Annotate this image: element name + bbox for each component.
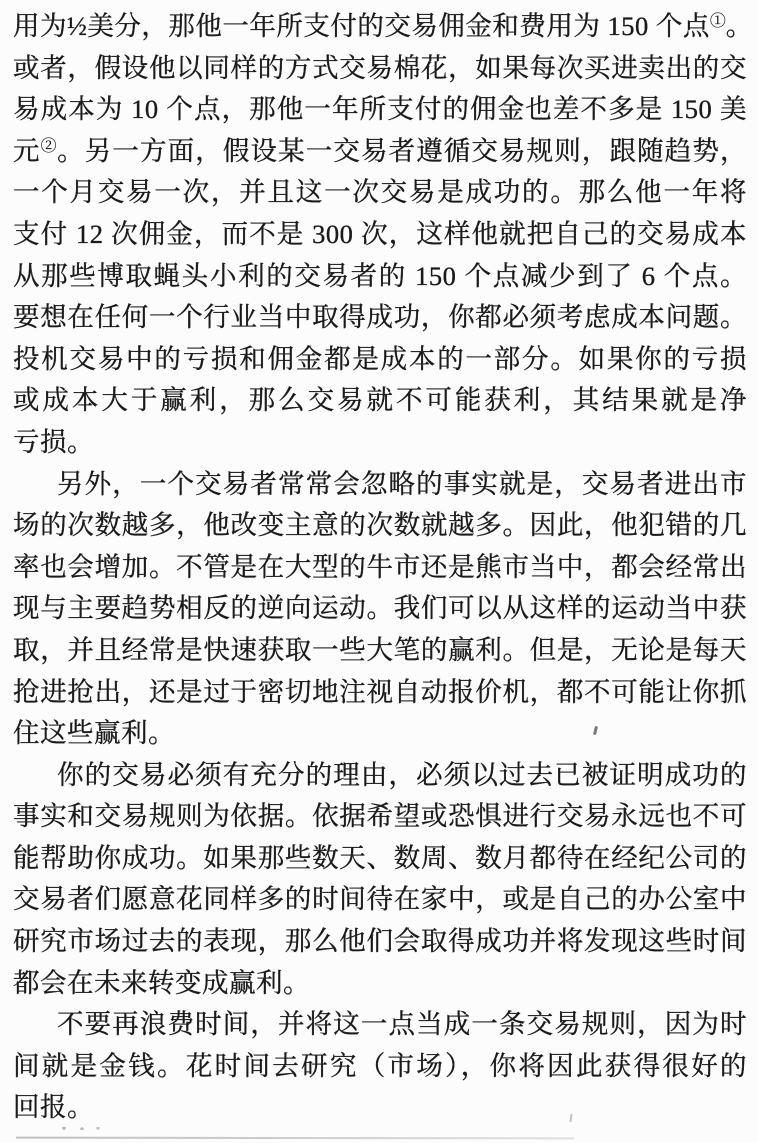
- footnote-separator-line: [16, 1137, 574, 1139]
- text-line: 交易者们愿意花同样多的时间待在家中，或是自己的办公室中: [13, 884, 747, 915]
- line-text: 。: [725, 11, 753, 41]
- text-line: 取，并且经常是快速获取一些大笔的赢利。但是，无论是每天: [13, 634, 747, 665]
- text-line: 要想在任何一个行业当中取得成功，你都必须考虑成本问题。: [13, 302, 747, 333]
- text-line: 易成本为 10 个点，那他一年所支付的佣金也差不多是 150 美: [13, 94, 747, 125]
- text-line: 研究市场过去的表现，那么他们会取得成功并将发现这些时间: [13, 926, 747, 957]
- text-line: 都会在未来转变成赢利。: [13, 967, 310, 998]
- text-line: [13, 6, 753, 48]
- text-line: 能帮助你成功。如果那些数天、数周、数月都待在经纪公司的: [13, 842, 747, 873]
- line-text: 。另一方面，假设某一交易者遵循交易规则，跟随趋势，: [57, 135, 748, 166]
- text-line: 事实和交易规则为依据。依据希望或恐惧进行交易永远也不可: [13, 801, 747, 832]
- text-line: 住这些赢利。: [13, 718, 175, 749]
- text-line: 支付 12 次佣金，而不是 300 次，这样他就把自己的交易成本: [13, 218, 747, 249]
- scan-artifact-speck: [58, 1127, 104, 1130]
- text-line: 间就是金钱。花时间去研究（市场），你将因此获得很好的: [13, 1050, 747, 1081]
- line-text: 用为½美分，那他一年所支付的交易佣金和费用为 150 个点: [13, 11, 710, 41]
- text-line: 现与主要趋势相反的逆向运动。我们可以从这样的运动当中获: [13, 593, 747, 624]
- text-line: 投机交易中的亏损和佣金都是成本的一部分。如果你的亏损: [13, 343, 747, 374]
- text-line: 率也会增加。不管是在大型的牛市还是熊市当中，都会经常出: [13, 551, 747, 582]
- footnote-ref-1: ①: [709, 13, 726, 30]
- text-line: 从那些博取蝇头小利的交易者的 150 个点减少到了 6 个点。: [13, 260, 747, 291]
- text-line: 场的次数越多，他改变主意的次数就越多。因此，他犯错的几: [13, 510, 747, 541]
- text-line: 另外，一个交易者常常会忽略的事实就是，交易者进出市: [57, 468, 747, 499]
- text-line: 不要再浪费时间，并将这一点当成一条交易规则，因为时: [57, 1009, 747, 1040]
- text-line: 回报。: [13, 1092, 94, 1123]
- text-line: 你的交易必须有充分的理由，必须以过去已被证明成功的: [57, 759, 747, 790]
- text-line: 一个月交易一次，并且这一次交易是成功的。那么他一年将: [13, 177, 747, 208]
- text-line: 或成本大于赢利，那么交易就不可能获利，其结果就是净: [13, 385, 747, 416]
- line-text: 元: [13, 135, 41, 166]
- text-line: 或者，假设他以同样的方式交易棉花，如果每次买进卖出的交: [13, 52, 747, 83]
- footnote-ref-2: ②: [40, 137, 58, 155]
- text-line: [13, 131, 747, 173]
- text-line: 抢进抢出，还是过于密切地注视自动报价机，都不可能让你抓: [13, 676, 747, 707]
- text-line: 亏损。: [13, 426, 94, 457]
